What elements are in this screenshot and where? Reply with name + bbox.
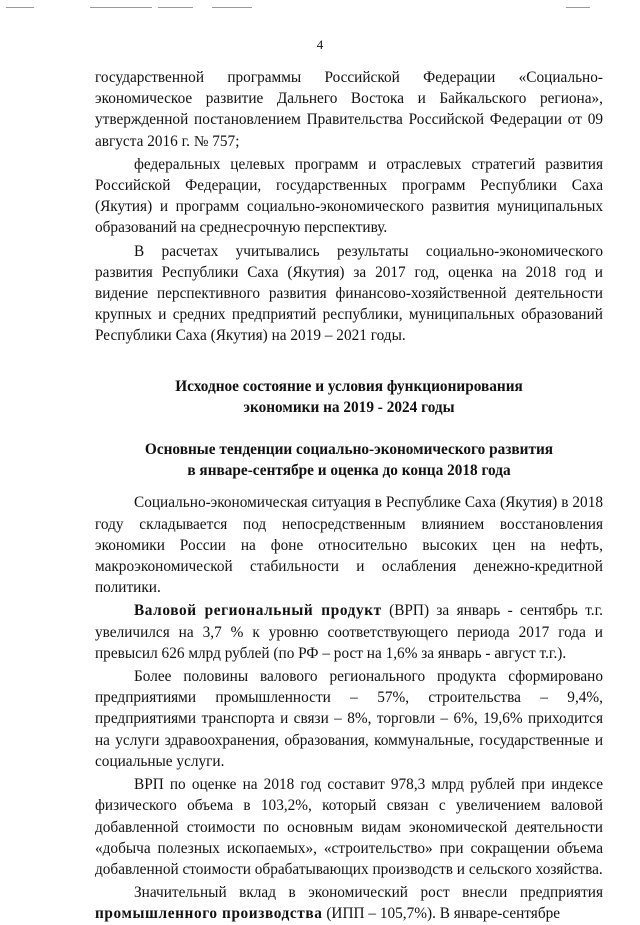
heading-line: в январе-сентябре и оценка до конца 2018 года (187, 462, 511, 480)
paragraph-calculations: В расчетах учитывались результаты социально-экономического развития Республики Саха (Якутия) за 2017 год, оценка на 2018 год и видение перспективного развития финансово-хозяйственной деятельности крупных и средних предприятий республики, муниципальных образований Республики Саха (Якутия) на 2019 – 2021 годы. (95, 242, 603, 345)
scan-mark (212, 7, 252, 8)
paragraph-grp-structure: Более половины валового регионального продукта сформировано предприятиями промышленности – 57%, строительства – 9,4%, предприятиями транспорта и связи – 8%, торговли – 6%, 19,6% приходится на услуги здравоохранения, образования, коммунальные, государственные и социальные услуги. (95, 668, 603, 770)
heading-line: Исходное состояние и условия функционирования (175, 377, 523, 395)
paragraph-industry (95, 882, 603, 924)
paragraph-text: (ВРП) за январь - сентябрь т.г. увеличился на 3,7 % к уровню соответствующего периода 2017 года и превысил 626 млрд рублей (по РФ – рост на 1,6% за январь - август т.г.). (95, 602, 603, 662)
heading-line: экономики на 2019 - 2024 годы (243, 398, 455, 416)
paragraph-gov-program: государственной программы Российской Федерации «Социально-экономическое развитие Дальнего Востока и Байкальского региона», утвержденной постановлением Правительства Российской Федерации от 09 августа 2016 г. № 757; (95, 69, 603, 150)
term-industrial-production: промышленного производства (95, 905, 323, 923)
section-heading-initial-state (95, 376, 603, 418)
scan-mark (6, 7, 34, 8)
paragraph-grp-estimate: ВРП по оценке на 2018 год составит 978,3 млрд рублей при индексе физического объема в 103,2%, который связан с увеличением валовой добавленной стоимости по основным видам экономической деятельности «добыча полезных ископаемых», «строительство» при сокращении объема добавленной стоимости обрабатывающих производств и сельского хозяйства. (95, 776, 603, 878)
scan-artifact-marks (0, 7, 640, 11)
scan-mark (90, 7, 152, 8)
section-heading-main-trends (95, 439, 603, 481)
page-content (95, 67, 603, 925)
term-grp: Валовой региональный продукт (134, 602, 382, 620)
page-number: 4 (316, 37, 324, 52)
heading-line: Основные тенденции социально-экономического развития (144, 441, 554, 459)
paragraph-economic-situation: Социально-экономическая ситуация в Республике Саха (Якутия) в 2018 году складывается под непосредственным влиянием восстановления экономики России на фоне относительно высоких цен на нефть, макроэкономической стабильности и ослабления денежно-кредитной политики. (95, 494, 603, 597)
scan-mark (158, 7, 193, 8)
scan-mark (566, 7, 590, 8)
paragraph-text: Значительный вклад в экономический рост внесли предприятия (134, 884, 603, 902)
paragraph-grp (95, 600, 603, 664)
paragraph-text: (ИПП – 105,7%). В январе-сентябре (322, 905, 561, 923)
paragraph-federal-programs: федеральных целевых программ и отраслевых стратегий развития Российской Федерации, государственных программ Республики Саха (Якутия) и программ социально-экономического развития муниципальных образований на среднесрочную перспективу. (95, 155, 603, 237)
